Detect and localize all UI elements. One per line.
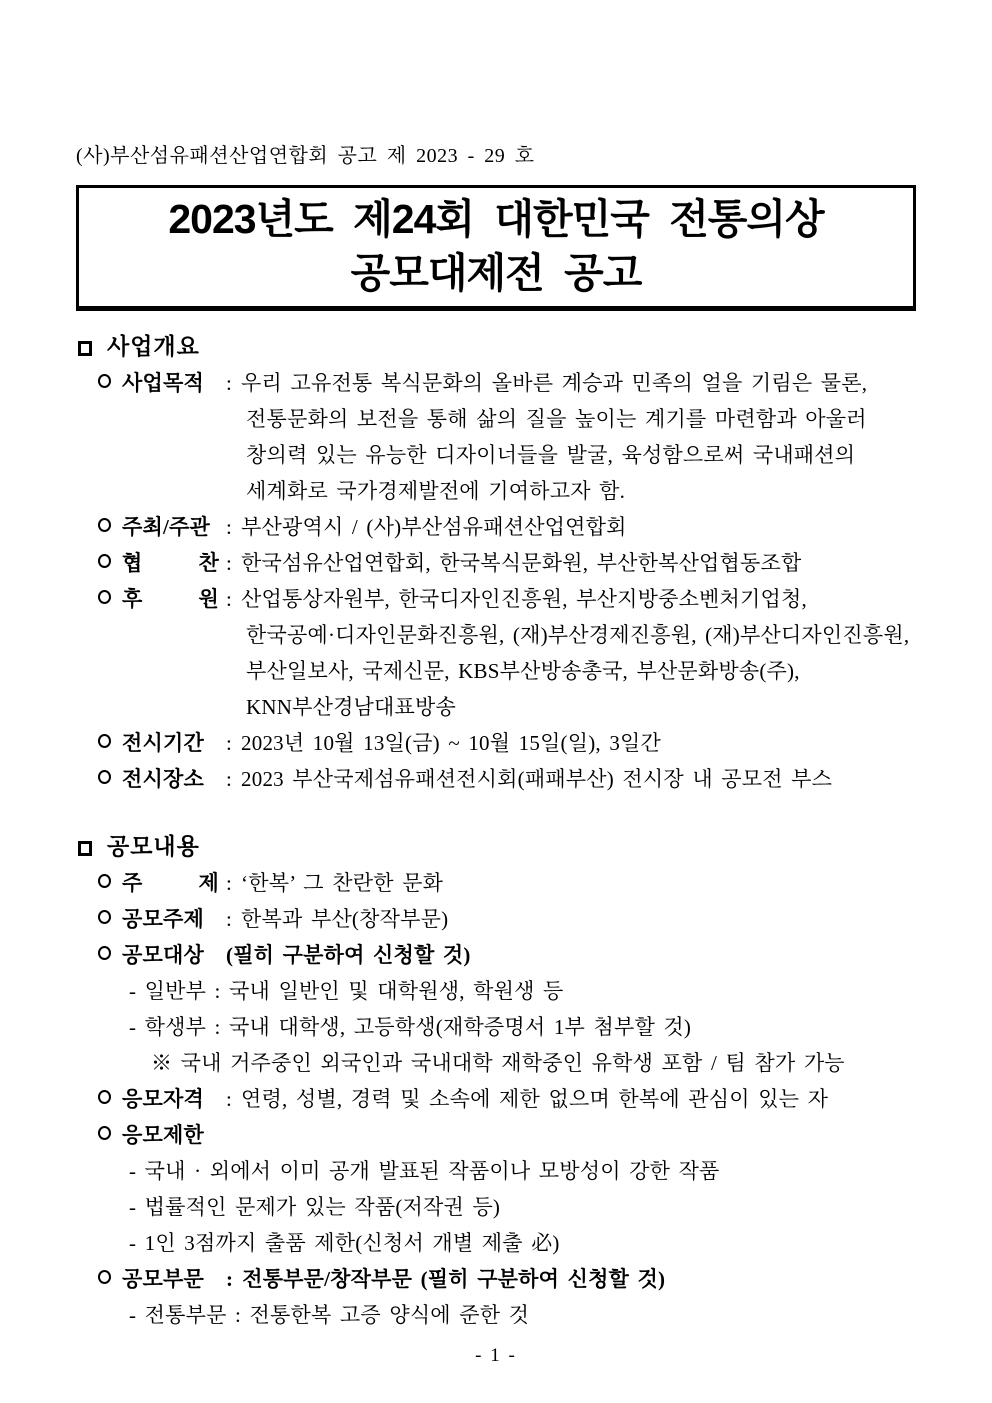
doc-title-line2: 공모대제전 공고 — [350, 250, 642, 296]
circle-bullet-icon — [98, 770, 111, 784]
item-restriction-label: 응모제한 — [122, 1123, 204, 1147]
section-heading-overview — [76, 329, 916, 365]
item-purpose-cont-2: 창의력 있는 유능한 디자이너들을 발굴, 육성함으로써 국내패션의 — [246, 443, 856, 467]
colon-separator: : — [226, 907, 233, 931]
item-eligibility-label: 응모자격 — [122, 1087, 204, 1111]
item-purpose-label: 사업목적 — [122, 371, 204, 395]
item-venue — [76, 761, 916, 797]
item-target-suffix: (필히 구분하여 신청할 것) — [226, 943, 471, 967]
item-eligibility — [76, 1081, 916, 1117]
square-bullet-icon — [78, 841, 92, 856]
item-target — [76, 937, 916, 973]
colon-separator: : — [226, 371, 233, 395]
circle-bullet-icon — [98, 734, 111, 748]
item-subject-label: 공모주제 — [122, 907, 204, 931]
item-purpose-text: 우리 고유전통 복식문화의 올바른 계승과 민족의 얼을 기림은 물론, — [241, 371, 868, 395]
item-purpose-cont-3: 세계화로 국가경제발전에 기여하고자 함. — [246, 479, 626, 503]
circle-bullet-icon — [98, 518, 111, 532]
circle-bullet-icon — [98, 874, 111, 888]
title-box — [76, 185, 916, 311]
circle-bullet-icon — [98, 554, 111, 568]
colon-separator: : — [226, 731, 233, 755]
colon-separator: : — [226, 587, 233, 611]
item-period-label: 전시기간 — [122, 731, 204, 755]
item-support-label: 후 원 — [122, 587, 219, 611]
item-target-note: ※ 국내 거주중인 외국인과 국내대학 재학중인 유학생 포함 / 팀 참가 가능 — [151, 1051, 845, 1075]
item-support-cont-1: 한국공예·디자인문화진흥원, (재)부산경제진흥원, (재)부산디자인진흥원, — [246, 623, 910, 647]
item-host-text: 부산광역시 / (사)부산섬유패션산업연합회 — [241, 515, 627, 539]
item-theme-text: ‘한복’ 그 찬란한 문화 — [241, 871, 444, 895]
item-host — [76, 509, 916, 545]
item-category-1: - 전통부문 : 전통한복 고증 양식에 준한 것 — [129, 1303, 530, 1327]
item-venue-text: 2023 부산국제섬유패션전시회(패패부산) 전시장 내 공모전 부스 — [241, 767, 833, 791]
item-eligibility-text: 연령, 성별, 경력 및 소속에 제한 없으며 한복에 관심이 있는 자 — [241, 1087, 829, 1111]
item-category-label: 공모부문 — [122, 1267, 204, 1291]
circle-bullet-icon — [98, 590, 111, 604]
item-purpose-cont-1: 전통문화의 보전을 통해 삶의 질을 높이는 계기를 마련함과 아울러 — [246, 407, 867, 431]
section-overview-label: 사업개요 — [107, 334, 200, 359]
item-support-cont-2: 부산일보사, 국제신문, KBS부산방송총국, 부산문화방송(주), — [246, 659, 800, 683]
circle-bullet-icon — [98, 374, 111, 388]
item-target-general: - 일반부 : 국내 일반인 및 대학원생, 학원생 등 — [129, 979, 564, 1003]
section-heading-contest — [76, 829, 916, 865]
item-restriction — [76, 1117, 916, 1153]
item-restriction-1: - 국내 · 외에서 이미 공개 발표된 작품이나 모방성이 강한 작품 — [129, 1159, 720, 1183]
item-theme — [76, 865, 916, 901]
circle-bullet-icon — [98, 910, 111, 924]
item-restriction-3: - 1인 3점까지 출품 제한(신청서 개별 제출 必) — [129, 1231, 560, 1255]
item-sponsor-text: 한국섬유산업연합회, 한국복식문화원, 부산한복산업협동조합 — [241, 551, 802, 575]
colon-separator: : — [226, 767, 233, 791]
doc-number: (사)부산섬유패션산업연합회 공고 제 2023 - 29 호 — [76, 145, 535, 167]
item-theme-label: 주 제 — [122, 871, 219, 895]
item-category — [76, 1261, 916, 1297]
circle-bullet-icon — [98, 1270, 111, 1284]
colon-separator: : — [226, 1267, 234, 1291]
circle-bullet-icon — [98, 946, 111, 960]
item-support-cont-3: KNN부산경남대표방송 — [246, 695, 456, 719]
item-subject — [76, 901, 916, 937]
square-bullet-icon — [78, 341, 92, 356]
item-venue-label: 전시장소 — [122, 767, 204, 791]
item-category-text: 전통부문/창작부문 (필히 구분하여 신청할 것) — [242, 1267, 666, 1291]
item-period-text: 2023년 10월 13일(금) ~ 10월 15일(일), 3일간 — [241, 731, 662, 755]
colon-separator: : — [226, 1087, 233, 1111]
item-subject-text: 한복과 부산(창작부문) — [241, 907, 449, 931]
item-sponsor — [76, 545, 916, 581]
item-sponsor-label: 협 찬 — [122, 551, 219, 575]
item-period — [76, 725, 916, 761]
page-number: - 1 - — [475, 1345, 517, 1366]
colon-separator: : — [226, 871, 233, 895]
circle-bullet-icon — [98, 1126, 111, 1140]
doc-title-line1: 2023년도 제24회 대한민국 전통의상 — [168, 196, 824, 242]
item-host-label: 주최/주관 — [122, 515, 210, 539]
item-purpose — [76, 365, 916, 401]
item-target-label: 공모대상 — [122, 943, 204, 967]
item-target-student: - 학생부 : 국내 대학생, 고등학생(재학증명서 1부 첨부할 것) — [129, 1015, 692, 1039]
item-support — [76, 581, 916, 617]
item-support-text: 산업통상자원부, 한국디자인진흥원, 부산지방중소벤처기업청, — [241, 587, 807, 611]
item-restriction-2: - 법률적인 문제가 있는 작품(저작권 등) — [129, 1195, 501, 1219]
section-contest-label: 공모내용 — [107, 834, 200, 859]
circle-bullet-icon — [98, 1090, 111, 1104]
colon-separator: : — [226, 551, 233, 575]
colon-separator: : — [226, 515, 233, 539]
